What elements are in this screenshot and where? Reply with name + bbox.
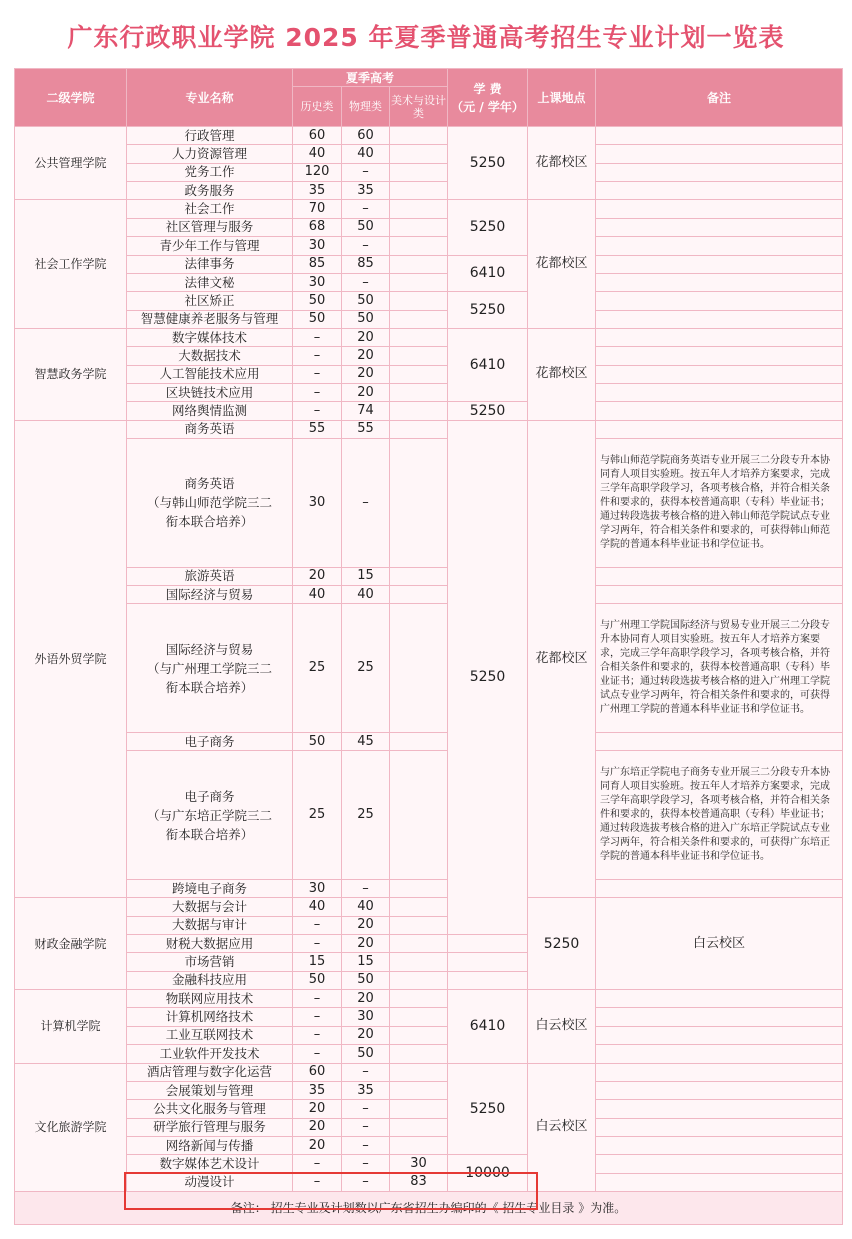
quota-history: – xyxy=(293,402,342,420)
remark-empty xyxy=(596,1063,843,1081)
major-name: 数字媒体艺术设计 xyxy=(127,1155,293,1173)
major-name: 人力资源管理 xyxy=(127,145,293,163)
tuition-fee: 10000 xyxy=(448,1155,528,1192)
remark-empty xyxy=(596,1100,843,1118)
quota-physics: 15 xyxy=(342,567,390,585)
quota-physics: 50 xyxy=(342,310,390,328)
remark-empty xyxy=(596,273,843,291)
quota-art-design xyxy=(390,751,448,880)
campus-location: 白云校区 xyxy=(596,898,843,990)
quota-history: – xyxy=(293,328,342,346)
quota-physics: 85 xyxy=(342,255,390,273)
table-row xyxy=(15,218,843,236)
tuition-fee: 5250 xyxy=(448,200,528,255)
header-major: 专业名称 xyxy=(127,69,293,127)
quota-physics: 20 xyxy=(342,1026,390,1044)
quota-physics: 20 xyxy=(342,916,390,934)
remark-empty xyxy=(596,1136,843,1154)
quota-physics: 55 xyxy=(342,420,390,438)
quota-art-design xyxy=(390,237,448,255)
quota-art-design xyxy=(390,218,448,236)
quota-history: 50 xyxy=(293,292,342,310)
major-name: 国际经济与贸易 （与广州理工学院三二 衔本联合培养） xyxy=(127,604,293,733)
quota-art-design xyxy=(390,127,448,145)
quota-history: 35 xyxy=(293,1081,342,1099)
quota-history: – xyxy=(293,347,342,365)
quota-art-design: 30 xyxy=(390,1155,448,1173)
table-row xyxy=(15,420,843,438)
remark-empty xyxy=(596,347,843,365)
quota-physics: 20 xyxy=(342,935,390,953)
quota-physics: – xyxy=(342,1136,390,1154)
major-name: 党务工作 xyxy=(127,163,293,181)
header-history: 历史类 xyxy=(293,87,342,127)
table-row xyxy=(15,586,843,604)
remark-text: 与广州理工学院国际经济与贸易专业开展三二分段专升本协同育人项目实验班。按五年人才培养方案要求，完成三学年高职学段学习，各项考核合格，并符合相关条件和要求的，获得本校普通高职（专科）毕业证书；通过转段选拔考核合格的进入广州理工学院试点专业学习两年，符合相关条件和要求的，可获得广州理工学院的普通本科毕业证书和学位证书。 xyxy=(596,604,843,733)
campus-location: 花都校区 xyxy=(528,328,596,420)
major-name: 大数据与会计 xyxy=(127,898,293,916)
table-row xyxy=(15,292,843,310)
quota-physics: 50 xyxy=(342,218,390,236)
remark-empty xyxy=(448,953,528,971)
quota-history: – xyxy=(293,1008,342,1026)
table-row xyxy=(15,1008,843,1026)
quota-physics: – xyxy=(342,163,390,181)
quota-physics: 30 xyxy=(342,1008,390,1026)
header-tuition: 学 费 （元 / 学年） xyxy=(448,69,528,127)
quota-physics: 50 xyxy=(342,292,390,310)
quota-history: 50 xyxy=(293,732,342,750)
table-row xyxy=(15,898,843,916)
quota-history: 60 xyxy=(293,1063,342,1081)
college-name: 智慧政务学院 xyxy=(15,328,127,420)
remark-empty xyxy=(596,402,843,420)
quota-history: 60 xyxy=(293,127,342,145)
quota-art-design xyxy=(390,420,448,438)
table-row xyxy=(15,127,843,145)
quota-art-design xyxy=(390,604,448,733)
page-title: 广东行政职业学院 2025 年夏季普通高考招生专业计划一览表 xyxy=(67,23,785,52)
remark-empty xyxy=(596,732,843,750)
quota-art-design xyxy=(390,1045,448,1063)
quota-history: 40 xyxy=(293,145,342,163)
remark-text: 与广东培正学院电子商务专业开展三二分段专升本协同育人项目实验班。按五年人才培养方案要求，完成三学年高职学段学习，各项考核合格，并符合相关条件和要求的，获得本校普通高职（专科）毕业证书；通过转段选拔考核合格的进入广东培正学院试点专业学习两年，符合相关条件和要求的，可获得广东培正学院的普通本科毕业证书和学位证书。 xyxy=(596,751,843,880)
remark-empty xyxy=(596,1045,843,1063)
quota-art-design xyxy=(390,1118,448,1136)
table-row xyxy=(15,567,843,585)
table-row xyxy=(15,200,843,218)
major-name: 金融科技应用 xyxy=(127,971,293,989)
header-remark: 备注 xyxy=(596,69,843,127)
major-name: 工业软件开发技术 xyxy=(127,1045,293,1063)
remark-empty xyxy=(596,1026,843,1044)
quota-art-design xyxy=(390,402,448,420)
quota-history: – xyxy=(293,916,342,934)
quota-art-design xyxy=(390,953,448,971)
quota-art-design xyxy=(390,567,448,585)
campus-location: 花都校区 xyxy=(528,127,596,200)
quota-art-design xyxy=(390,990,448,1008)
campus-location: 花都校区 xyxy=(528,420,596,898)
college-name: 计算机学院 xyxy=(15,990,127,1063)
quota-art-design xyxy=(390,328,448,346)
quota-physics: 25 xyxy=(342,751,390,880)
table-row xyxy=(15,879,843,897)
table-row xyxy=(15,439,843,568)
quota-physics: 40 xyxy=(342,586,390,604)
quota-history: – xyxy=(293,990,342,1008)
table-row xyxy=(15,1155,843,1173)
remark-empty xyxy=(596,567,843,585)
quota-history: 25 xyxy=(293,604,342,733)
quota-physics: 50 xyxy=(342,1045,390,1063)
table-row xyxy=(15,347,843,365)
tuition-fee: 6410 xyxy=(448,328,528,401)
quota-art-design xyxy=(390,200,448,218)
header-college: 二级学院 xyxy=(15,69,127,127)
remark-empty xyxy=(596,255,843,273)
quota-art-design xyxy=(390,145,448,163)
quota-physics: 20 xyxy=(342,328,390,346)
remark-empty xyxy=(596,1155,843,1173)
major-name: 大数据技术 xyxy=(127,347,293,365)
tuition-fee: 5250 xyxy=(528,898,596,990)
quota-physics: 60 xyxy=(342,127,390,145)
major-name: 政务服务 xyxy=(127,182,293,200)
header-physics: 物理类 xyxy=(342,87,390,127)
header-campus: 上课地点 xyxy=(528,69,596,127)
table-row xyxy=(15,604,843,733)
remark-empty xyxy=(596,1081,843,1099)
table-row xyxy=(15,402,843,420)
table-row xyxy=(15,1026,843,1044)
quota-physics: – xyxy=(342,439,390,568)
quota-art-design xyxy=(390,255,448,273)
quota-history: 30 xyxy=(293,237,342,255)
header-art-design: 美术与设计类 xyxy=(390,87,448,127)
major-name: 社会工作 xyxy=(127,200,293,218)
table-row xyxy=(15,1100,843,1118)
remark-empty xyxy=(596,127,843,145)
table-row xyxy=(15,1173,843,1191)
major-name: 网络新闻与传播 xyxy=(127,1136,293,1154)
table-row xyxy=(15,237,843,255)
major-name: 国际经济与贸易 xyxy=(127,586,293,604)
tuition-fee: 5250 xyxy=(448,420,528,934)
table-row xyxy=(15,163,843,181)
major-name: 社区管理与服务 xyxy=(127,218,293,236)
table-row xyxy=(15,1063,843,1081)
quota-history: 25 xyxy=(293,751,342,880)
quota-art-design xyxy=(390,1100,448,1118)
remark-empty xyxy=(596,586,843,604)
remark-text: 与韩山师范学院商务英语专业开展三二分段专升本协同育人项目实验班。按五年人才培养方案要求，完成三学年高职学段学习，各项考核合格，并符合相关条件和要求的，获得本校普通高职（专科）毕业证书；通过转段选拔考核合格的进入韩山师范学院试点专业学习两年，符合相关条件和要求的，可获得韩山师范学院的普通本科毕业证书和学位证书。 xyxy=(596,439,843,568)
major-name: 研学旅行管理与服务 xyxy=(127,1118,293,1136)
quota-history: 30 xyxy=(293,273,342,291)
quota-art-design xyxy=(390,439,448,568)
quota-history: – xyxy=(293,1026,342,1044)
quota-history: 20 xyxy=(293,1118,342,1136)
college-name: 文化旅游学院 xyxy=(15,1063,127,1192)
quota-art-design xyxy=(390,384,448,402)
major-name: 计算机网络技术 xyxy=(127,1008,293,1026)
major-name: 工业互联网技术 xyxy=(127,1026,293,1044)
college-name: 公共管理学院 xyxy=(15,127,127,200)
quota-history: 50 xyxy=(293,310,342,328)
major-name: 跨境电子商务 xyxy=(127,879,293,897)
quota-art-design xyxy=(390,732,448,750)
remark-empty xyxy=(596,879,843,897)
quota-physics: 20 xyxy=(342,365,390,383)
quota-history: – xyxy=(293,935,342,953)
major-name: 行政管理 xyxy=(127,127,293,145)
remark-empty xyxy=(596,420,843,438)
quota-physics: 50 xyxy=(342,971,390,989)
tuition-fee: 5250 xyxy=(448,127,528,200)
table-row xyxy=(15,384,843,402)
tuition-fee: 5250 xyxy=(448,402,528,420)
quota-art-design xyxy=(390,1026,448,1044)
remark-empty xyxy=(596,182,843,200)
major-name: 财税大数据应用 xyxy=(127,935,293,953)
quota-physics: 74 xyxy=(342,402,390,420)
remark-empty xyxy=(596,1118,843,1136)
quota-art-design xyxy=(390,1063,448,1081)
remark-empty xyxy=(596,237,843,255)
quota-art-design: 83 xyxy=(390,1173,448,1191)
quota-physics: 35 xyxy=(342,1081,390,1099)
major-name: 电子商务 xyxy=(127,732,293,750)
table-row xyxy=(15,1045,843,1063)
quota-history: 55 xyxy=(293,420,342,438)
remark-empty xyxy=(596,145,843,163)
major-name: 旅游英语 xyxy=(127,567,293,585)
table-body xyxy=(15,127,843,1192)
remark-empty xyxy=(596,384,843,402)
table-row xyxy=(15,273,843,291)
remark-empty xyxy=(596,365,843,383)
major-name: 社区矫正 xyxy=(127,292,293,310)
table-row xyxy=(15,751,843,880)
quota-physics: – xyxy=(342,273,390,291)
quota-history: 40 xyxy=(293,898,342,916)
campus-location: 白云校区 xyxy=(528,1063,596,1192)
quota-art-design xyxy=(390,310,448,328)
college-name: 财政金融学院 xyxy=(15,898,127,990)
table-row xyxy=(15,328,843,346)
quota-physics: 15 xyxy=(342,953,390,971)
major-name: 电子商务 （与广东培正学院三二 衔本联合培养） xyxy=(127,751,293,880)
major-name: 智慧健康养老服务与管理 xyxy=(127,310,293,328)
quota-art-design xyxy=(390,879,448,897)
quota-history: 30 xyxy=(293,439,342,568)
quota-physics: – xyxy=(342,1118,390,1136)
quota-history: 68 xyxy=(293,218,342,236)
table-row xyxy=(15,145,843,163)
table-row xyxy=(15,365,843,383)
tuition-fee: 5250 xyxy=(448,1063,528,1155)
quota-history: 35 xyxy=(293,182,342,200)
major-name: 商务英语 xyxy=(127,420,293,438)
quota-physics: 40 xyxy=(342,898,390,916)
quota-history: 40 xyxy=(293,586,342,604)
major-name: 法律事务 xyxy=(127,255,293,273)
table-header xyxy=(15,69,843,127)
major-name: 青少年工作与管理 xyxy=(127,237,293,255)
remark-empty xyxy=(596,990,843,1008)
quota-physics: 20 xyxy=(342,990,390,1008)
major-name: 市场营销 xyxy=(127,953,293,971)
quota-art-design xyxy=(390,1081,448,1099)
table-row xyxy=(15,990,843,1008)
quota-history: 120 xyxy=(293,163,342,181)
quota-history: – xyxy=(293,384,342,402)
major-name: 区块链技术应用 xyxy=(127,384,293,402)
quota-physics: 25 xyxy=(342,604,390,733)
header-summer-exam: 夏季高考 xyxy=(293,69,448,87)
quota-history: 15 xyxy=(293,953,342,971)
tuition-fee: 5250 xyxy=(448,292,528,329)
campus-location: 花都校区 xyxy=(528,200,596,329)
quota-history: – xyxy=(293,1155,342,1173)
campus-location: 白云校区 xyxy=(528,990,596,1063)
remark-empty xyxy=(596,328,843,346)
quota-art-design xyxy=(390,935,448,953)
remark-empty xyxy=(596,218,843,236)
college-name: 社会工作学院 xyxy=(15,200,127,329)
quota-art-design xyxy=(390,1136,448,1154)
quota-history: 20 xyxy=(293,567,342,585)
quota-history: 50 xyxy=(293,971,342,989)
major-name: 大数据与审计 xyxy=(127,916,293,934)
table-row xyxy=(15,182,843,200)
remark-empty xyxy=(596,310,843,328)
table-row xyxy=(15,1081,843,1099)
table-row xyxy=(15,255,843,273)
remark-empty xyxy=(448,935,528,953)
quota-art-design xyxy=(390,586,448,604)
major-name: 动漫设计 xyxy=(127,1173,293,1191)
quota-art-design xyxy=(390,898,448,916)
quota-physics: – xyxy=(342,1173,390,1191)
major-name: 会展策划与管理 xyxy=(127,1081,293,1099)
quota-physics: – xyxy=(342,1100,390,1118)
quota-art-design xyxy=(390,182,448,200)
quota-physics: 35 xyxy=(342,182,390,200)
quota-physics: – xyxy=(342,237,390,255)
remark-empty xyxy=(596,292,843,310)
quota-history: 70 xyxy=(293,200,342,218)
remark-empty xyxy=(596,163,843,181)
quota-history: – xyxy=(293,1173,342,1191)
quota-art-design xyxy=(390,971,448,989)
major-name: 人工智能技术应用 xyxy=(127,365,293,383)
quota-art-design xyxy=(390,163,448,181)
footer-remark: 备注： 招生专业及计划数以广东省招生办编印的《 招生专业目录 》为准。 xyxy=(15,1192,843,1225)
quota-art-design xyxy=(390,292,448,310)
table-row xyxy=(15,310,843,328)
college-name: 外语外贸学院 xyxy=(15,420,127,898)
quota-physics: – xyxy=(342,1063,390,1081)
remark-empty xyxy=(448,971,528,989)
quota-art-design xyxy=(390,273,448,291)
tuition-fee: 6410 xyxy=(448,990,528,1063)
quota-physics: 45 xyxy=(342,732,390,750)
quota-physics: – xyxy=(342,200,390,218)
admissions-plan-table xyxy=(14,68,843,1225)
quota-physics: – xyxy=(342,879,390,897)
table-row xyxy=(15,1136,843,1154)
quota-physics: 40 xyxy=(342,145,390,163)
major-name: 法律文秘 xyxy=(127,273,293,291)
quota-history: – xyxy=(293,1045,342,1063)
quota-history: – xyxy=(293,365,342,383)
remark-empty xyxy=(596,1008,843,1026)
quota-physics: – xyxy=(342,1155,390,1173)
major-name: 酒店管理与数字化运营 xyxy=(127,1063,293,1081)
quota-history: 20 xyxy=(293,1100,342,1118)
major-name: 数字媒体技术 xyxy=(127,328,293,346)
quota-art-design xyxy=(390,347,448,365)
major-name: 物联网应用技术 xyxy=(127,990,293,1008)
quota-physics: 20 xyxy=(342,384,390,402)
major-name: 商务英语 （与韩山师范学院三二 衔本联合培养） xyxy=(127,439,293,568)
major-name: 公共文化服务与管理 xyxy=(127,1100,293,1118)
table-row xyxy=(15,732,843,750)
table-row xyxy=(15,1118,843,1136)
major-name: 网络舆情监测 xyxy=(127,402,293,420)
quota-history: 85 xyxy=(293,255,342,273)
quota-art-design xyxy=(390,1008,448,1026)
quota-history: 30 xyxy=(293,879,342,897)
quota-art-design xyxy=(390,916,448,934)
remark-empty xyxy=(596,1173,843,1191)
remark-empty xyxy=(596,200,843,218)
quota-art-design xyxy=(390,365,448,383)
tuition-fee: 6410 xyxy=(448,255,528,292)
quota-physics: 20 xyxy=(342,347,390,365)
quota-history: 20 xyxy=(293,1136,342,1154)
